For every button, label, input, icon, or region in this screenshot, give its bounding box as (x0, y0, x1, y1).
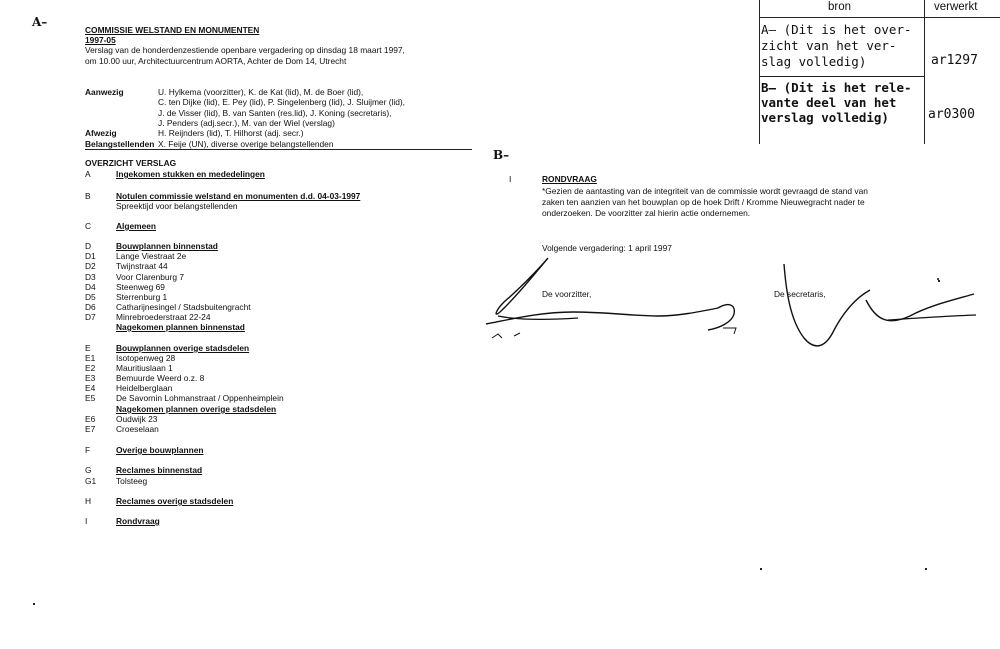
overview-item-text: Minrebroederstraat 22-24 (116, 312, 211, 322)
meeting-description-line-1: Verslag van de honderdenzestiende openbare vergadering op dinsdag 18 maart 1997, (85, 45, 405, 55)
overview-item (85, 221, 156, 231)
overview-item (85, 343, 249, 353)
overview-item-text: Reclames binnenstad (116, 465, 203, 475)
overview-item (85, 393, 284, 403)
secretary-signature (778, 260, 978, 355)
row-a-line: A– (Dit is het over- (761, 22, 912, 37)
overview-item (85, 383, 172, 393)
overview-item-code: E6 (85, 414, 96, 424)
overview-item (85, 261, 168, 271)
scan-speck (938, 280, 940, 282)
source-table-border-left (759, 0, 760, 144)
overview-item-text: Steenweg 69 (116, 282, 165, 292)
overview-item-text: Bouwplannen overige stadsdelen (116, 343, 250, 353)
overview-item (85, 516, 160, 526)
overview-item-code: D6 (85, 302, 96, 312)
present-line: J. de Visser (lid), B. van Santen (res.lid), J. Koning (secretaris), (158, 107, 392, 118)
rondvraag-code: I (509, 174, 512, 184)
overview-item-text: Rondvraag (116, 516, 160, 526)
overview-item (85, 201, 238, 211)
scan-speck (760, 568, 762, 570)
overview-item-text: Algemeen (116, 221, 157, 231)
row-a-code: ar1297 (931, 53, 978, 68)
overview-item-text: Tolsteeg (116, 476, 148, 486)
overview-item-text: Spreektijd voor belangstellenden (116, 201, 238, 211)
overview-item (85, 292, 167, 302)
overview-item-code: E7 (85, 424, 96, 434)
row-b-line: B– (Dit is het rele- (761, 80, 912, 95)
secretary-label: De secretaris, (774, 289, 826, 299)
absent-label: Afwezig (85, 128, 117, 138)
overview-item (85, 251, 186, 261)
rondvraag-heading: RONDVRAAG (542, 174, 597, 184)
overview-item-text: Oudwijk 23 (116, 414, 158, 424)
overview-item-code: D4 (85, 282, 96, 292)
overview-item-code: D5 (85, 292, 96, 302)
source-table-border-middle (924, 0, 925, 144)
rondvraag-text-line: onderzoeken. De voorzitter zal hierin actie ondernemen. (542, 208, 751, 218)
present-line: C. ten Dijke (lid), E. Pey (lid), P. Singelenberg (lid), J. Sluijmer (lid), (158, 97, 405, 108)
overview-item-code: E (85, 343, 91, 353)
next-meeting: Volgende vergadering: 1 april 1997 (542, 243, 672, 253)
overview-item-code: D3 (85, 272, 96, 282)
header-verwerkt: verwerkt (934, 1, 978, 13)
chair-label: De voorzitter, (542, 289, 592, 299)
source-table-header-rule (759, 17, 1000, 18)
absent-value: H. Reijnders (lid), T. Hilhorst (adj. secr.) (158, 128, 304, 138)
overview-item-code: F (85, 445, 91, 455)
overview-item (85, 241, 218, 251)
interested-label: Belangstellenden (85, 139, 155, 149)
overview-item-text: Reclames overige stadsdelen (116, 496, 234, 506)
overview-item-text: Notulen commissie welstand en monumenten d.d. 04-03-1997 (116, 191, 361, 201)
overview-item-text: Mauritiuslaan 1 (116, 363, 173, 373)
scan-speck (33, 603, 35, 605)
overview-item-code: C (85, 221, 92, 231)
overview-item (85, 373, 204, 383)
scan-speck (925, 568, 927, 570)
section-marker-b: B– (493, 148, 510, 162)
overview-item-text: Lange Viestraat 2e (116, 251, 187, 261)
overview-item-code: E5 (85, 393, 96, 403)
row-a-line: zicht van het ver- (761, 38, 897, 53)
overview-item-text: Bemuurde Weerd o.z. 8 (116, 373, 205, 383)
present-line: J. Penders (adj.secr.), M. van der Wiel (verslag) (158, 117, 335, 128)
overview-item-text: Heidelberglaan (116, 383, 173, 393)
overview-item (85, 363, 173, 373)
overview-item-text: Overige bouwplannen (116, 445, 204, 455)
overview-item-text: Ingekomen stukken en mededelingen (116, 169, 265, 179)
overview-item-text: Catharijnesingel / Stadsbuitengracht (116, 302, 251, 312)
overview-item-text: Isotopenweg 28 (116, 353, 176, 363)
overview-item (85, 414, 157, 424)
overview-item (85, 169, 265, 179)
overview-heading: OVERZICHT VERSLAG (85, 158, 177, 168)
document-number: 1997-05 (85, 35, 116, 45)
overview-item-code: A (85, 169, 91, 179)
overview-item (85, 445, 203, 455)
overview-item-text: Nagekomen plannen binnenstad (116, 322, 245, 332)
overview-item-code: D (85, 241, 92, 251)
overview-item-text: Croeselaan (116, 424, 159, 434)
overview-item (85, 302, 251, 312)
overview-item (85, 191, 360, 201)
present-label: Aanwezig (85, 87, 124, 97)
section-marker-a: A– (32, 15, 48, 29)
row-b-line: vante deel van het (761, 95, 897, 110)
document-title: COMMISSIE WELSTAND EN MONUMENTEN (85, 25, 260, 35)
interested-value: X. Feije (UN), diverse overige belangstellenden (158, 139, 334, 149)
overview-item-code: E1 (85, 353, 96, 363)
rondvraag-text-line: zaken ten aanzien van het bouwplan op de hoek Drift / Kromme Nieuwegracht nader te (542, 197, 865, 207)
overview-item (85, 322, 245, 332)
row-b-code: ar0300 (928, 107, 975, 122)
row-a-line: slag volledig) (761, 54, 867, 69)
overview-item-code: E2 (85, 363, 96, 373)
overview-item-code: D7 (85, 312, 96, 322)
overview-item (85, 353, 175, 363)
overview-item-code: D2 (85, 261, 96, 271)
overview-item (85, 312, 211, 322)
overview-item-code: D1 (85, 251, 96, 261)
overview-item (85, 424, 159, 434)
header-bron: bron (828, 1, 852, 13)
overview-item-code: B (85, 191, 91, 201)
overview-item-code: E3 (85, 373, 96, 383)
source-table-row-rule (759, 76, 925, 77)
overview-item-code: G (85, 465, 92, 475)
overview-item-text: Nagekomen plannen overige stadsdelen (116, 404, 277, 414)
chair-signature (478, 250, 748, 345)
overview-item-code: G1 (85, 476, 97, 486)
overview-item (85, 272, 184, 282)
overview-item-code: I (85, 516, 88, 526)
row-b-line: verslag volledig) (761, 110, 889, 125)
rondvraag-text-line: *Gezien de aantasting van de integriteit van de commissie wordt gevraagd de stand van (542, 186, 868, 196)
overview-item (85, 465, 202, 475)
meeting-description-line-2: om 10.00 uur, Architectuurcentrum AORTA, Achter de Dom 14, Utrecht (85, 56, 347, 66)
overview-item (85, 404, 276, 414)
overview-item-text: Sterrenburg 1 (116, 292, 168, 302)
present-line: U. Hylkema (voorzitter), K. de Kat (lid), M. de Boer (lid), (158, 87, 364, 97)
overview-item (85, 476, 147, 486)
header-divider (85, 149, 472, 150)
overview-item-text: Voor Clarenburg 7 (116, 272, 184, 282)
overview-item-text: De Savornin Lohmanstraat / Oppenheimplein (116, 393, 284, 403)
overview-item (85, 496, 233, 506)
overview-item-text: Bouwplannen binnenstad (116, 241, 218, 251)
overview-item-code: E4 (85, 383, 96, 393)
overview-item-code: H (85, 496, 92, 506)
overview-item (85, 282, 165, 292)
overview-item-text: Twijnstraat 44 (116, 261, 168, 271)
